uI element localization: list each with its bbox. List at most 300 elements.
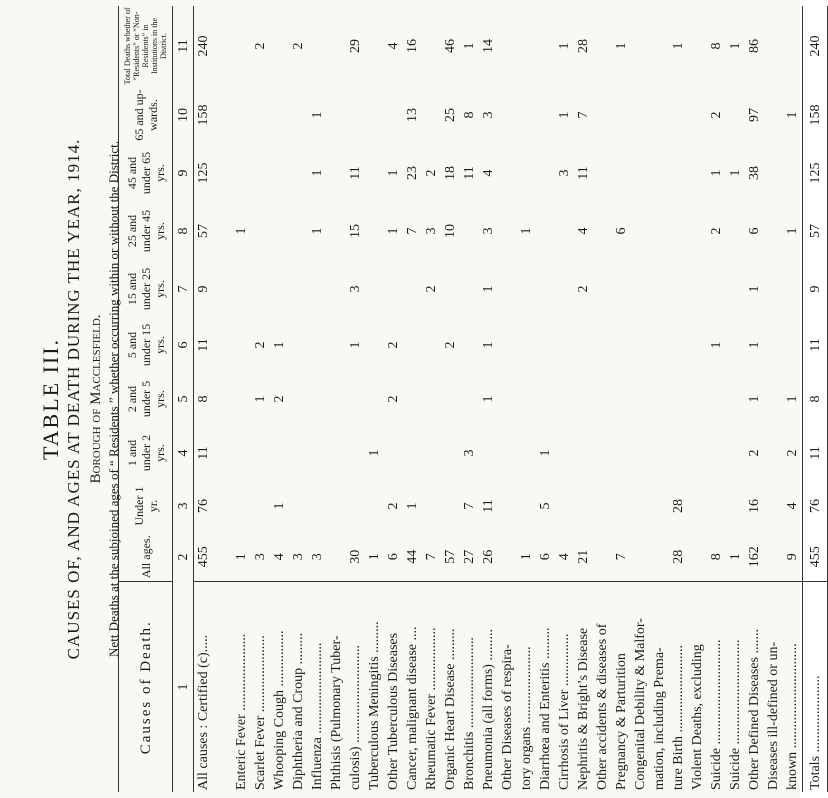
spacer-cell: [213, 260, 232, 318]
cell-value: [327, 318, 346, 372]
cell-value: [232, 144, 251, 202]
cell-value: [650, 144, 669, 202]
cell-value: [327, 6, 346, 86]
cell-value: 1: [728, 42, 743, 50]
cell-value: 4: [386, 42, 401, 50]
cell-value: 2: [424, 169, 439, 177]
cell-value: 1: [728, 553, 743, 561]
cell-value: [517, 318, 536, 372]
cell-value: [460, 372, 479, 426]
cell-value: [422, 426, 441, 480]
cell-value: [384, 86, 403, 144]
cell-value: [498, 6, 517, 86]
cause-label: All causes : Certified (c).....: [194, 582, 214, 792]
column-header: 45 and under 65 yrs.: [119, 144, 173, 202]
cell-value: 16: [405, 39, 420, 53]
cause-label: known ..............................: [783, 582, 803, 792]
cell-value: [726, 260, 745, 318]
cell-value: [688, 372, 707, 426]
cell-value: [289, 86, 308, 144]
cause-label: Totals ......................: [803, 582, 828, 792]
cell-value: 6: [747, 227, 762, 235]
cell-value: [650, 480, 669, 532]
cell-value: [232, 6, 251, 86]
cell-value: [669, 144, 688, 202]
cell-value: 2: [386, 502, 401, 510]
table-note: Nett Deaths at the subjoined ages of “ Residents ” whether occurring within or without the District.: [106, 141, 121, 657]
cell-value: [593, 318, 612, 372]
cell-value: [631, 372, 650, 426]
cell-value: [650, 86, 669, 144]
cell-value: 8: [803, 372, 828, 426]
cell-value: [593, 260, 612, 318]
cell-value: 1: [234, 227, 249, 235]
cell-value: [612, 426, 631, 480]
cell-value: [764, 480, 783, 532]
table-row: [289, 6, 308, 792]
table-row: [764, 6, 783, 792]
cell-value: 3: [481, 111, 496, 119]
spacer-cell: [213, 426, 232, 480]
cell-value: [460, 202, 479, 260]
cell-value: [650, 372, 669, 426]
cell-value: [251, 480, 270, 532]
cause-label: Suicide ..............................: [726, 582, 745, 792]
cell-value: [232, 260, 251, 318]
cell-value: 7: [424, 553, 439, 561]
cell-value: 28: [576, 39, 591, 53]
cell-value: [308, 426, 327, 480]
cell-value: [232, 372, 251, 426]
cell-value: 29: [348, 39, 363, 53]
table-row: [650, 6, 669, 792]
table-subtitle: CAUSES OF, AND AGES AT DEATH DURING THE YEAR, 1914.: [64, 138, 83, 660]
cause-label: Bronchitis ..........................: [460, 582, 479, 792]
cell-value: 3: [424, 227, 439, 235]
cell-value: [631, 202, 650, 260]
cell-value: [669, 426, 688, 480]
cell-value: [270, 202, 289, 260]
cell-value: [650, 6, 669, 86]
cell-value: 57: [803, 202, 828, 260]
cell-value: 28: [671, 549, 686, 564]
cell-value: 13: [405, 108, 420, 122]
cell-value: [498, 372, 517, 426]
cell-value: 10: [443, 224, 458, 238]
cell-value: 1: [785, 111, 800, 119]
cell-value: [251, 202, 270, 260]
cause-label: culosis) ............................: [346, 582, 365, 792]
cell-value: 240: [803, 6, 828, 86]
cell-value: [498, 426, 517, 480]
cell-value: [327, 260, 346, 318]
cause-label: Rheumatic Fever ..................: [422, 582, 441, 792]
cell-value: 57: [196, 224, 211, 238]
cell-value: 4: [481, 169, 496, 177]
cell-value: [403, 260, 422, 318]
cell-value: [270, 260, 289, 318]
cell-value: [593, 480, 612, 532]
cell-value: [498, 86, 517, 144]
spacer-cell: [213, 318, 232, 372]
spacer-cell: [213, 372, 232, 426]
cell-value: [365, 260, 384, 318]
cell-value: 38: [747, 166, 762, 180]
cell-value: [612, 480, 631, 532]
cell-value: 455: [803, 532, 828, 582]
cell-value: 44: [405, 549, 420, 564]
cell-value: 11: [803, 426, 828, 480]
cell-value: 5: [538, 502, 553, 510]
cause-label: Cancer, malignant disease ....: [403, 582, 422, 792]
cell-value: 1: [310, 169, 325, 177]
cell-value: [441, 480, 460, 532]
cell-value: 1: [348, 341, 363, 349]
cell-value: [631, 318, 650, 372]
cell-value: [593, 426, 612, 480]
cell-value: [346, 372, 365, 426]
cell-value: 3: [253, 553, 268, 561]
cell-value: 8: [462, 111, 477, 119]
cell-value: [555, 372, 574, 426]
cell-value: [517, 144, 536, 202]
cell-value: [764, 426, 783, 480]
cell-value: [251, 144, 270, 202]
cell-value: [726, 86, 745, 144]
cause-label: Organic Heart Disease .........: [441, 582, 460, 792]
table-row: [308, 6, 327, 792]
cause-label: Pneumonia (all forms) .........: [479, 582, 498, 792]
table-row: [460, 6, 479, 792]
certified-row: [194, 6, 214, 792]
cell-value: 11: [576, 166, 591, 180]
cell-value: 1: [253, 395, 268, 403]
cell-value: 1: [557, 42, 572, 50]
cell-value: [764, 260, 783, 318]
cell-value: [764, 318, 783, 372]
cell-value: 3: [557, 169, 572, 177]
table-row: [498, 6, 517, 792]
spacer-cell: [213, 202, 232, 260]
cell-value: [365, 372, 384, 426]
cell-value: [251, 426, 270, 480]
cell-value: [232, 480, 251, 532]
cell-value: 3: [462, 449, 477, 457]
cell-value: [327, 532, 346, 582]
cell-value: [726, 426, 745, 480]
causes-of-death-table: [118, 6, 828, 792]
cell-value: 23: [405, 166, 420, 180]
cell-value: [422, 318, 441, 372]
cell-value: [365, 202, 384, 260]
cell-value: 1: [367, 449, 382, 457]
table-row: [631, 6, 650, 792]
header-row: [119, 6, 173, 792]
table-row: [593, 6, 612, 792]
cell-value: [688, 426, 707, 480]
spacer-cell: [213, 582, 232, 792]
cell-value: [593, 372, 612, 426]
cell-value: 2: [709, 227, 724, 235]
cell-value: [726, 480, 745, 532]
cell-value: 2: [443, 341, 458, 349]
cell-value: 1: [272, 341, 287, 349]
cell-value: 1: [709, 169, 724, 177]
cell-value: 3: [310, 553, 325, 561]
cell-value: [574, 372, 593, 426]
cell-value: [289, 144, 308, 202]
cell-value: [365, 480, 384, 532]
cause-label: Diarrhœa and Enteritis .........: [536, 582, 555, 792]
cell-value: 30: [348, 549, 363, 564]
cell-value: 16: [747, 499, 762, 513]
cell-value: 7: [462, 502, 477, 510]
cell-value: [669, 86, 688, 144]
cell-value: 1: [728, 169, 743, 177]
cell-value: 3: [481, 227, 496, 235]
cell-value: 26: [481, 549, 496, 564]
cell-value: 2: [253, 42, 268, 50]
cell-value: [327, 202, 346, 260]
cell-value: [612, 372, 631, 426]
cell-value: [688, 6, 707, 86]
cell-value: [783, 6, 803, 86]
cell-value: 1: [538, 449, 553, 457]
cell-value: [517, 260, 536, 318]
cell-value: 46: [443, 39, 458, 53]
cause-label: Congenital Debility & Malfor-: [631, 582, 650, 792]
cell-value: 1: [405, 502, 420, 510]
cell-value: [270, 426, 289, 480]
cell-value: 3: [348, 285, 363, 293]
cell-value: 8: [709, 553, 724, 561]
cell-value: [422, 86, 441, 144]
cell-value: [536, 318, 555, 372]
cell-value: 8: [196, 395, 211, 403]
cell-value: [441, 372, 460, 426]
cell-value: 11: [481, 499, 496, 513]
cell-value: [232, 318, 251, 372]
cell-value: [726, 372, 745, 426]
cell-value: [384, 260, 403, 318]
cell-value: [764, 144, 783, 202]
column-number: 3: [173, 480, 194, 532]
cell-value: [498, 144, 517, 202]
cell-value: 18: [443, 166, 458, 180]
cell-value: [688, 144, 707, 202]
cell-value: [327, 480, 346, 532]
cell-value: [403, 318, 422, 372]
cell-value: 1: [386, 169, 401, 177]
cause-label: Diseases ill-defined or un-: [764, 582, 783, 792]
cell-value: 15: [348, 224, 363, 238]
cell-value: [498, 532, 517, 582]
cause-label: Enteric Fever ......................: [232, 582, 251, 792]
cell-value: [479, 426, 498, 480]
cell-value: 158: [196, 104, 211, 126]
column-header: Total Deaths whether of “Residents” or “Non-Residents” in Institutions in the District.: [119, 6, 173, 86]
cell-value: [308, 260, 327, 318]
table-row: [441, 6, 460, 792]
cause-label: Diphtheria and Croup .........: [289, 582, 308, 792]
column-header: 2 and under 5 yrs.: [119, 372, 173, 426]
cell-value: 1: [519, 553, 534, 561]
cause-label: mation, including Prema-: [650, 582, 669, 792]
cell-value: [289, 372, 308, 426]
cell-value: [346, 86, 365, 144]
cell-value: [289, 318, 308, 372]
column-header: All ages.: [119, 532, 173, 582]
cell-value: [707, 426, 726, 480]
cell-value: 1: [481, 395, 496, 403]
cell-value: [403, 426, 422, 480]
cell-value: 2: [424, 285, 439, 293]
cell-value: [460, 318, 479, 372]
cell-value: [403, 372, 422, 426]
cell-value: 1: [234, 553, 249, 561]
column-number: 10: [173, 86, 194, 144]
column-number: 11: [173, 6, 194, 86]
spacer-cell: [213, 6, 232, 86]
column-number: 8: [173, 202, 194, 260]
cell-value: [365, 144, 384, 202]
cell-value: [574, 318, 593, 372]
cell-value: 7: [576, 111, 591, 119]
cause-label: ture Birth .........................: [669, 582, 688, 792]
cell-value: 7: [614, 553, 629, 561]
cell-value: [270, 6, 289, 86]
cell-value: 11: [462, 166, 477, 180]
cell-value: [517, 86, 536, 144]
cell-value: [289, 480, 308, 532]
cell-value: 1: [481, 285, 496, 293]
cell-value: 9: [785, 553, 800, 561]
cell-value: [346, 426, 365, 480]
cause-label: Other Defined Diseases .......: [745, 582, 764, 792]
cell-value: 1: [747, 395, 762, 403]
cell-value: 11: [803, 318, 828, 372]
cell-value: [289, 260, 308, 318]
cell-value: 1: [785, 395, 800, 403]
cell-value: [365, 6, 384, 86]
cell-value: [536, 260, 555, 318]
table-row: [669, 6, 688, 792]
cell-value: 455: [196, 546, 211, 568]
cell-value: [536, 202, 555, 260]
cell-value: [536, 372, 555, 426]
cell-value: [555, 426, 574, 480]
table-row: [745, 6, 764, 792]
cell-value: [631, 144, 650, 202]
cell-value: [251, 86, 270, 144]
cell-value: 1: [747, 341, 762, 349]
cell-value: [365, 86, 384, 144]
cell-value: [612, 144, 631, 202]
cell-value: [517, 6, 536, 86]
cause-label: Other Tuberculous Diseases: [384, 582, 403, 792]
cell-value: [422, 372, 441, 426]
table-row: [555, 6, 574, 792]
cell-value: 4: [785, 502, 800, 510]
column-number: 1: [173, 582, 194, 792]
column-number: 9: [173, 144, 194, 202]
cause-label: Scarlet Fever ......................: [251, 582, 270, 792]
cell-value: [688, 480, 707, 532]
cell-value: 1: [310, 227, 325, 235]
cause-label: Cirrhosis of Liver ...............: [555, 582, 574, 792]
cell-value: [232, 426, 251, 480]
cell-value: 28: [671, 499, 686, 513]
cell-value: [346, 480, 365, 532]
cell-value: [631, 6, 650, 86]
cell-value: 11: [196, 338, 211, 352]
cell-value: 1: [614, 42, 629, 50]
cell-value: [650, 318, 669, 372]
cell-value: 1: [519, 227, 534, 235]
cell-value: [308, 480, 327, 532]
cell-value: [536, 6, 555, 86]
cell-value: [422, 6, 441, 86]
cell-value: 2: [747, 449, 762, 457]
spacer-row: [213, 6, 232, 792]
cell-value: 2: [709, 111, 724, 119]
cell-value: [631, 480, 650, 532]
spacer-cell: [213, 86, 232, 144]
cell-value: [669, 318, 688, 372]
spacer-cell: [213, 532, 232, 582]
table-row: [517, 6, 536, 792]
cell-value: [612, 318, 631, 372]
table-row: [365, 6, 384, 792]
cell-value: [251, 260, 270, 318]
table-body: [194, 6, 828, 792]
cell-value: [441, 426, 460, 480]
cell-value: [688, 532, 707, 582]
column-number-row: [173, 6, 194, 792]
cell-value: 2: [291, 42, 306, 50]
cell-value: [517, 372, 536, 426]
cause-label: tory organs ......................: [517, 582, 536, 792]
table-row: [612, 6, 631, 792]
cell-value: [688, 318, 707, 372]
cause-label: Tuberculous Meningitis .........: [365, 582, 384, 792]
cause-label: Pregnancy & Parturition: [612, 582, 631, 792]
column-number: 7: [173, 260, 194, 318]
column-number: 5: [173, 372, 194, 426]
table-row: [251, 6, 270, 792]
cell-value: [517, 480, 536, 532]
cause-label: Phthisis (Pulmonary Tuber-: [327, 582, 346, 792]
cell-value: [783, 318, 803, 372]
spacer-cell: [213, 144, 232, 202]
column-header: Causes of Death.: [119, 582, 173, 792]
cell-value: [270, 144, 289, 202]
cell-value: 57: [443, 549, 458, 564]
cell-value: [612, 86, 631, 144]
totals-row: [803, 6, 828, 792]
cell-value: [555, 260, 574, 318]
cell-value: [688, 260, 707, 318]
cell-value: 4: [272, 553, 287, 561]
cell-value: [650, 532, 669, 582]
column-header: 1 and under 2 yrs.: [119, 426, 173, 480]
cell-value: [593, 86, 612, 144]
cell-value: [650, 202, 669, 260]
cell-value: 1: [747, 285, 762, 293]
cause-label: Violent Deaths, excluding: [688, 582, 707, 792]
cell-value: 162: [747, 546, 762, 568]
cell-value: [593, 532, 612, 582]
